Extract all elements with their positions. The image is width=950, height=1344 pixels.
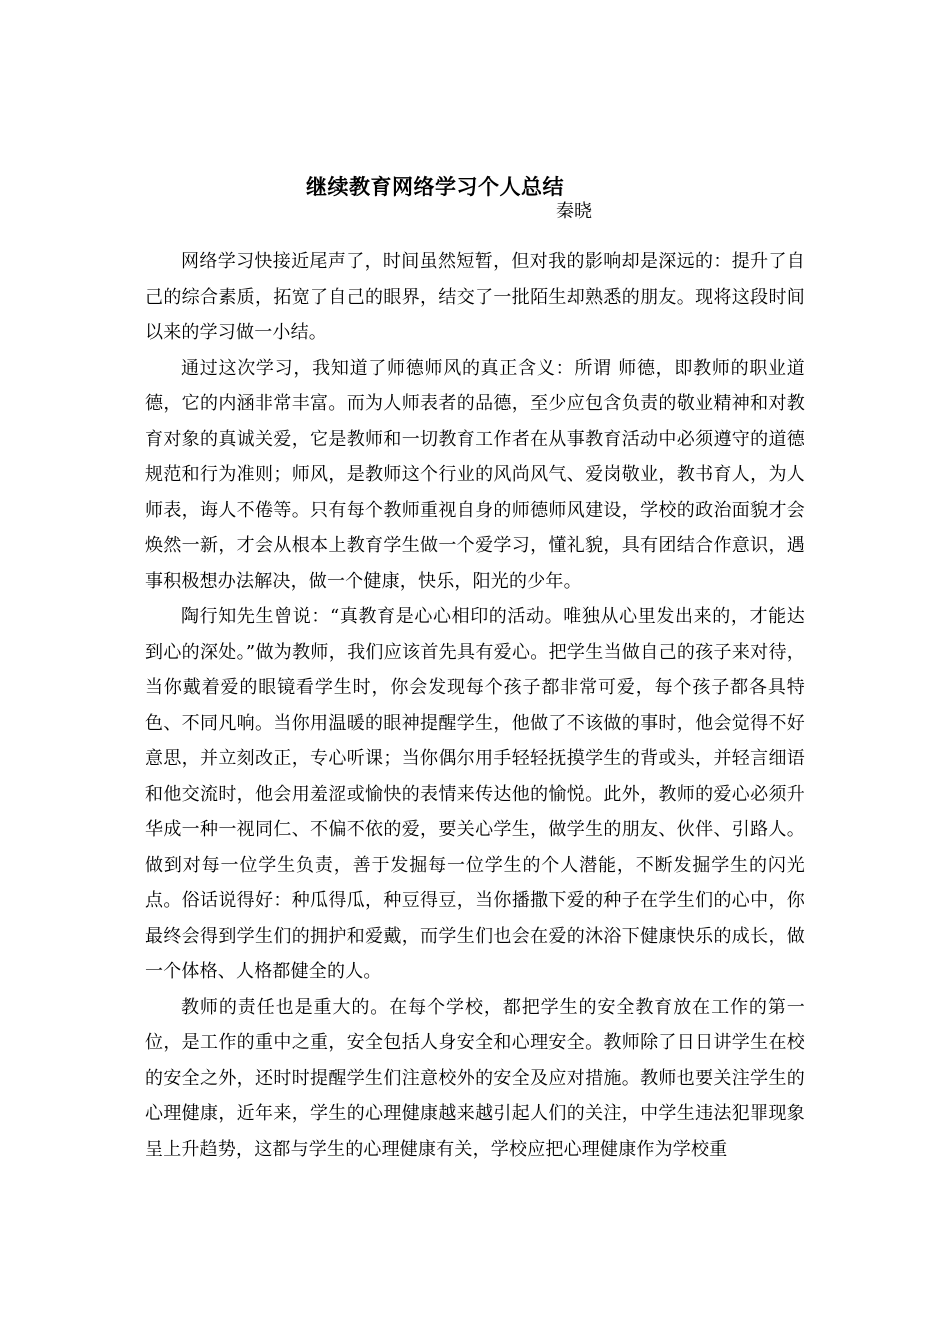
document-title: 继续教育网络学习个人总结: [306, 175, 564, 199]
paragraph-ethics: 通过这次学习，我知道了师德师风的真正含义：所谓 师德，即教师的职业道德，它的内涵非常丰富。而为人师表者的品德，至少应包含负责的敬业精神和对教育对象的真诚关爱，它是教师和一切教育工作者在从事教育活动中必须遵守的道德规范和行为准则；师风，是教师这个行业的风尚风气、爱岗敬业，教书育人，为人师表，诲人不倦等。只有每个教师重视自身的师德师风建设，学校的政治面貌才会焕然一新，才会从根本上教育学生做一个爱学习，懂礼貌，具有团结合作意识，遇事积极想办法解决，做一个健康，快乐，阳光的少年。: [145, 357, 805, 592]
paragraph-love: 陶行知先生曾说：“真教育是心心相印的活动。唯独从心里发出来的，才能达到心的深处。”做为教师，我们应该首先具有爱心。把学生当做自己的孩子来对待，当你戴着爱的眼镜看学生时，你会发现每个孩子都非常可爱，每个孩子都各具特色、不同凡响。当你用温暖的眼神提醒学生，他做了不该做的事时，他会觉得不好意思，并立刻改正，专心听课；当你偶尔用手轻轻抚摸学生的背或头，并轻言细语和他交流时，他会用羞涩或愉快的表情来传达他的愉悦。此外，教师的爱心必须升华成一种一视同仁、不偏不依的爱，要关心学生，做学生的朋友、伙伴、引路人。做到对每一位学生负责，善于发掘每一位学生的个人潜能，不断发掘学生的闪光点。俗话说得好：种瓜得瓜，种豆得豆，当你播撒下爱的种子在学生们的心中，你最终会得到学生们的拥护和爱戴，而学生们也会在爱的沐浴下健康快乐的成长，做一个体格、人格都健全的人。: [145, 606, 805, 982]
document-body: [145, 244, 805, 1167]
document-author: 秦晓: [556, 201, 592, 222]
paragraph-intro: 网络学习快接近尾声了，时间虽然短暂，但对我的影响却是深远的：提升了自己的综合素质，拓宽了自己的眼界，结交了一批陌生却熟悉的朋友。现将这段时间以来的学习做一小结。: [145, 251, 805, 343]
paragraph-responsibility: 教师的责任也是重大的。在每个学校，都把学生的安全教育放在工作的第一位，是工作的重中之重，安全包括人身安全和心理安全。教师除了日日讲学生在校的安全之外，还时时提醒学生们注意校外的安全及应对措施。教师也要关注学生的心理健康，近年来，学生的心理健康越来越引起人们的关注，中学生违法犯罪现象呈上升趋势，这都与学生的心理健康有关，学校应把心理健康作为学校重: [145, 996, 805, 1160]
